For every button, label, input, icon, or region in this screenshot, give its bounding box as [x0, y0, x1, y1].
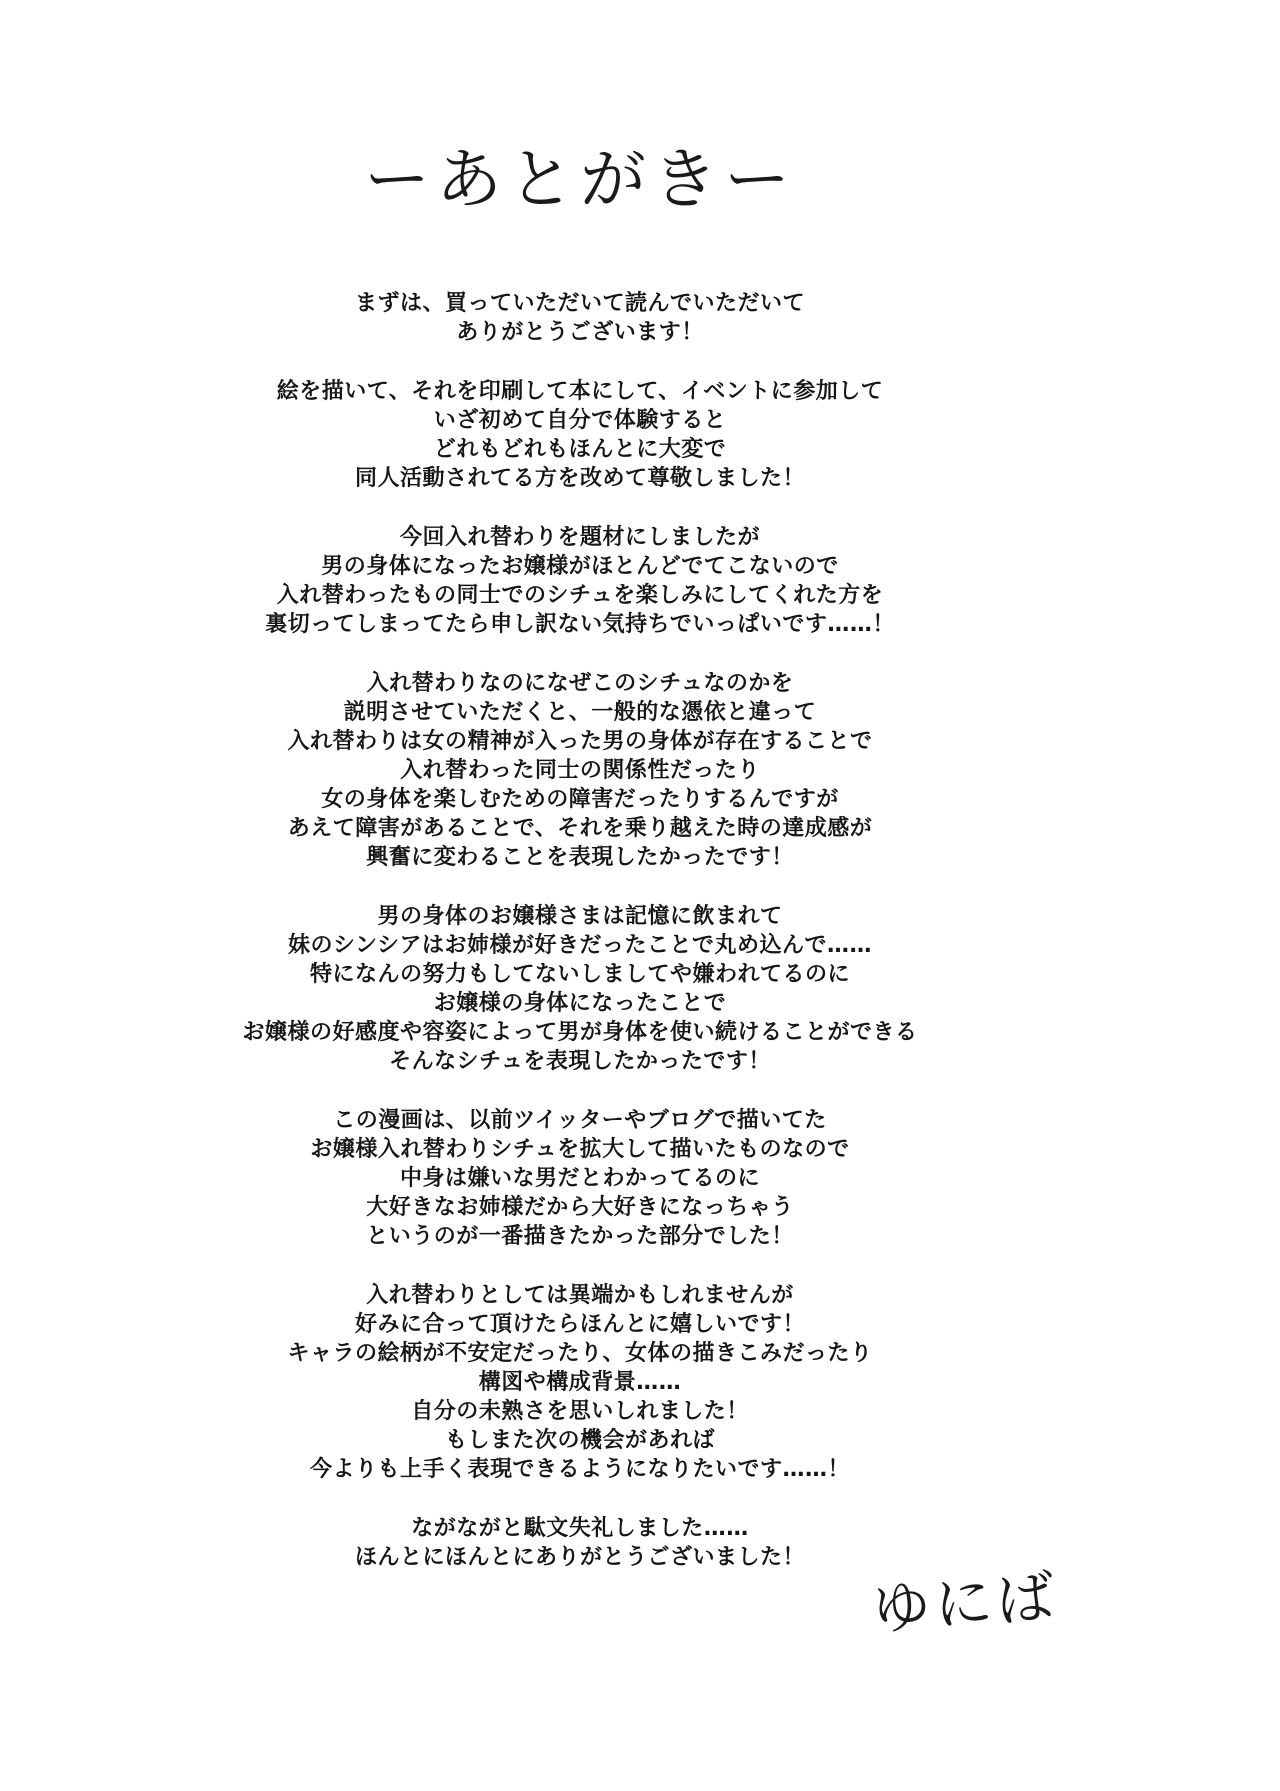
text-line: 説明させていただくと、一般的な憑依と違って: [343, 700, 817, 725]
text-line: お嬢様の身体になったことで: [433, 991, 727, 1016]
afterword-body: [0, 289, 1160, 1572]
text-line: 男の身体になったお嬢様がほとんどでてこないので: [321, 554, 839, 579]
text-line: 入れ替わりなのになぜこのシチュなのかを: [366, 671, 794, 696]
text-line: そんなシチュを表現したかったです！: [389, 1049, 771, 1074]
text-line: もしまた次の機会があれば: [444, 1428, 715, 1453]
author-signature: ゆにば: [870, 1562, 1061, 1644]
text-line: 自分の未熟さを思いしれました！: [411, 1399, 749, 1424]
text-line: というのが一番描きたかった部分でした！: [366, 1224, 794, 1249]
text-line: 入れ替わったもの同士でのシチュを楽しみにしてくれた方を: [276, 583, 884, 608]
text-line: 絵を描いて、それを印刷して本にして、イベントに参加して: [276, 379, 884, 404]
text-line: 入れ替わりは女の精神が入った男の身体が存在することで: [287, 729, 873, 754]
text-line: 構図や構成背景……: [478, 1370, 682, 1395]
text-line: お嬢様の好感度や容姿によって男が身体を使い続けることができる: [242, 1020, 918, 1045]
text-line: 特になんの努力もしてないしましてや嫌われてるのに: [309, 962, 850, 987]
paragraph-manga-origin: [0, 1106, 1160, 1251]
text-line: この漫画は、以前ツイッターやブログで描いてた: [333, 1108, 827, 1133]
text-line: 中身は嫌いな男だとわかってるのに: [399, 1166, 760, 1191]
text-line: 入れ替わった同士の関係性だったり: [400, 758, 760, 783]
paragraph-reflection: [0, 1281, 1160, 1484]
text-line: 好みに合って頂けたらほんとに嬉しいです！: [354, 1312, 805, 1337]
text-line: ありがとうございます！: [456, 320, 704, 345]
text-line: 入れ替わりとしては異端かもしれませんが: [366, 1283, 794, 1308]
text-line: 裏切ってしまってたら申し訳ない気持ちでいっぱいです……！: [265, 612, 895, 637]
page-title: ーあとがきー: [364, 141, 796, 218]
text-line: ほんとにほんとにありがとうございました！: [354, 1545, 805, 1570]
paragraph-thanks: [0, 289, 1160, 347]
text-line: いざ初めて自分で体験すると: [433, 408, 727, 433]
text-line: キャラの絵柄が不安定だったり、女体の描きこみだったり: [287, 1341, 873, 1366]
paragraph-story-details: [0, 902, 1160, 1076]
text-line: どれもどれもほんとに大変で: [433, 437, 727, 462]
text-line: 大好きなお姉様だから大好きになっちゃう: [366, 1195, 794, 1220]
text-line: 同人活動されてる方を改めて尊敬しました！: [354, 466, 805, 491]
text-line: あえて障害があることで、それを乗り越えた時の達成感が: [287, 816, 873, 841]
text-line: 今回入れ替わりを題材にしましたが: [399, 525, 760, 550]
text-line: 妹のシンシアはお姉様が好きだったことで丸め込んで……: [288, 933, 872, 958]
paragraph-doujin-experience: [0, 377, 1160, 493]
text-line: ながながと駄文失礼しました……: [411, 1516, 749, 1541]
text-line: 女の身体を楽しむための障害だったりするんですが: [321, 787, 839, 812]
text-line: まずは、買っていただいて読んでいただいて: [354, 291, 805, 316]
text-line: 男の身体のお嬢様さまは記憶に飲まれて: [377, 904, 783, 929]
text-line: お嬢様入れ替わりシチュを拡大して描いたものなので: [310, 1137, 850, 1162]
paragraph-situation-explanation: [0, 669, 1160, 872]
text-line: 興奮に変わることを表現したかったです！: [366, 845, 794, 870]
paragraph-theme-apology: [0, 523, 1160, 639]
text-line: 今よりも上手く表現できるようになりたいです……！: [309, 1457, 850, 1482]
